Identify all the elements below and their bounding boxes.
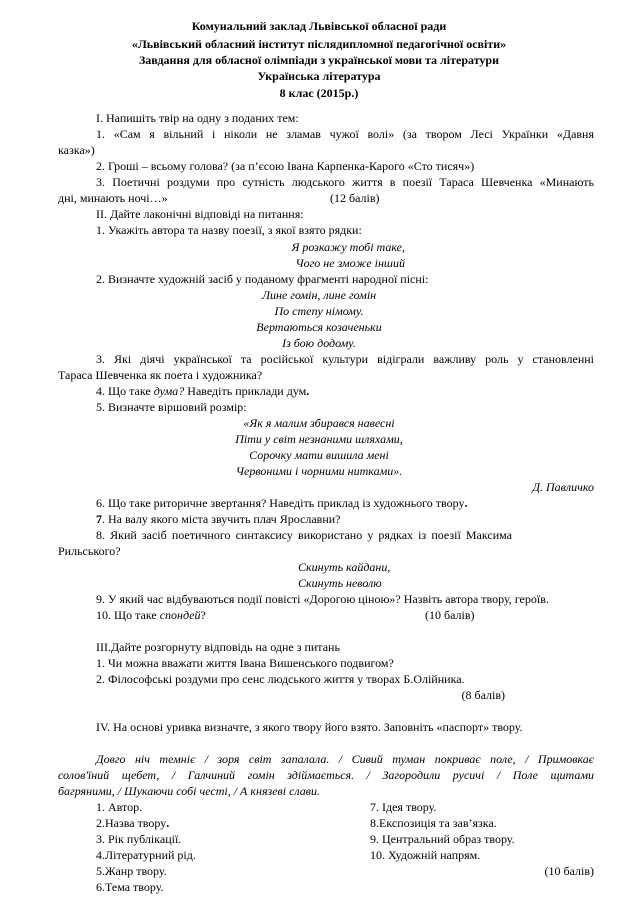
question-7-number: 7 <box>96 512 102 526</box>
question-8-line-2: Рильського? <box>58 544 121 558</box>
section-4-heading: IV. На основі уривка визначте, з якого твору його взято. Заповніть «паспорт» твору. <box>96 720 523 734</box>
option-1: 1. Чи можна вважати життя Івана Вишенського подвигом? <box>96 656 394 670</box>
question-6-dot: . <box>464 496 468 510</box>
section-2-heading: II. Дайте лаконічні відповіді на питання: <box>96 207 304 221</box>
question-10-text: 10. Що таке <box>96 608 160 622</box>
question-4-rest: Наведіть приклади дум <box>184 384 307 398</box>
excerpt-line-1: Довго ніч темніє / зоря світ запалала. / Сивий туман покриває поле, / Примовкає <box>96 752 594 766</box>
question-7-text: . На валу якого міста звучить плач Ярославни? <box>102 512 341 526</box>
header-subject: Українська література <box>257 69 381 83</box>
song-line-2: По степу німому. <box>274 304 364 318</box>
song-line-1: Лине гомін, лине гомін <box>261 288 377 302</box>
verse-line-3: Сорочку мати вишила мені <box>249 448 389 462</box>
question-6-text: 6. Що таке риторичне звертання? Наведіть приклад із художнього твору <box>96 496 465 510</box>
question-5: 5. Визначте віршовий розмір: <box>96 400 247 414</box>
section-3-heading: III.Дайте розгорнуту відповідь на одне з питань <box>96 640 340 654</box>
question-10 <box>96 608 206 622</box>
passport-item-9: 9. Центральний образ твору. <box>370 832 515 846</box>
topic-1-line-2: казка») <box>58 143 95 157</box>
verse-line-1: «Як я малим збирався навесні <box>243 416 395 430</box>
section-1-score: (12 балів) <box>330 191 380 205</box>
header-olympiad: Завдання для обласної олімпіади з української мови та літератури <box>138 53 500 67</box>
section-4-score: (10 балів) <box>544 864 594 878</box>
excerpt-line-3: багряними, / Шукаючи собі честі, / А князеві слави. <box>58 784 320 798</box>
topic-3-line-1: 3. Поетичні роздуми про сутність людського життя в поезії Тараса Шевченка «Минають <box>96 175 594 189</box>
song-line-4: Із бою додому. <box>282 336 356 350</box>
excerpt-line-2: солов'їний щебет, / Галчиний гомін здіймається. / Загородили русичі / Поле щитами <box>58 768 594 782</box>
verse-author: Д. Павличко <box>532 480 594 494</box>
topic-1-line-1: 1. «Сам я вільний і ніколи не зламав чужої волі» (за твором Лесі Українки «Давня <box>96 127 594 141</box>
header-institute-name: «Львівський обласний інститут післядипломної педагогічної освіти» <box>131 37 507 51</box>
question-10-term: спондей <box>159 608 201 622</box>
passport-item-2 <box>96 816 169 830</box>
question-3-line-2: Тараса Шевченка як поета і художника? <box>58 368 263 382</box>
poem-8-line-2: Скинуть неволю <box>298 576 382 590</box>
passport-item-3: 3. Рік публікації. <box>96 832 182 846</box>
header-grade: 8 клас (2015р.) <box>279 86 359 100</box>
question-9: 9. У який час відбуваються події повісті «Дорогою ціною»? Назвіть автора твору, героїв. <box>96 592 549 606</box>
question-6 <box>96 496 467 510</box>
section-3-score: (8 балів) <box>461 688 505 702</box>
passport-item-7: 7. Ідея твору. <box>370 800 437 814</box>
passport-item-2-text: 2.Назва твору <box>96 816 167 830</box>
section-2-score: (10 балів) <box>425 608 475 622</box>
passport-item-6: 6.Тема твору. <box>96 880 164 894</box>
section-1-heading: I. Напишіть твір на одну з поданих тем: <box>96 111 299 125</box>
passport-item-4: 4.Літературний рід. <box>96 848 196 862</box>
question-4-dot: . <box>306 384 310 398</box>
question-1: 1. Укажіть автора та назву поезії, з якої взято рядки: <box>96 223 362 237</box>
poem-8-line-1: Скинуть кайдани, <box>298 560 391 574</box>
poem-1-line-1: Я розкажу тобі таке, <box>291 240 405 254</box>
question-4 <box>96 384 309 398</box>
passport-item-2-dot: . <box>166 816 170 830</box>
song-line-3: Вертаються козаченьки <box>256 320 382 334</box>
header-institution: Комунальний заклад Львівської обласної ради <box>191 19 447 33</box>
question-8-line-1: 8. Який засіб поетичного синтаксису використано у рядках із поезії Максима <box>96 528 512 542</box>
option-2: 2. Філософські роздуми про сенс людського життя у творах Б.Олійника. <box>96 672 465 686</box>
topic-2: 2. Гроші – всьому голова? (за п’єсою Івана Карпенка-Карого «Сто тисяч») <box>96 159 475 173</box>
topic-3-line-2: дні, минають ночі…» <box>58 191 168 205</box>
question-10-rest: ? <box>200 608 206 622</box>
question-7 <box>96 512 341 526</box>
passport-item-1: 1. Автор. <box>96 800 143 814</box>
question-4-text: 4. Що таке <box>96 384 154 398</box>
verse-line-4: Червоними і чорними нитками». <box>235 464 403 478</box>
verse-line-2: Піти у світ незнаними шляхами, <box>235 432 403 446</box>
passport-item-5: 5.Жанр твору. <box>96 864 167 878</box>
passport-item-10: 10. Художній напрям. <box>370 848 481 862</box>
question-3-line-1: 3. Які діячі української та російської культури відіграли важливу роль у становленні <box>96 352 594 366</box>
passport-item-8: 8.Експозиція та зав’язка. <box>370 816 497 830</box>
poem-1-line-2: Чого не зможе інший <box>295 256 405 270</box>
question-4-term: дума? <box>153 384 185 398</box>
question-2: 2. Визначте художній засіб у поданому фрагменті народної пісні: <box>96 272 429 286</box>
